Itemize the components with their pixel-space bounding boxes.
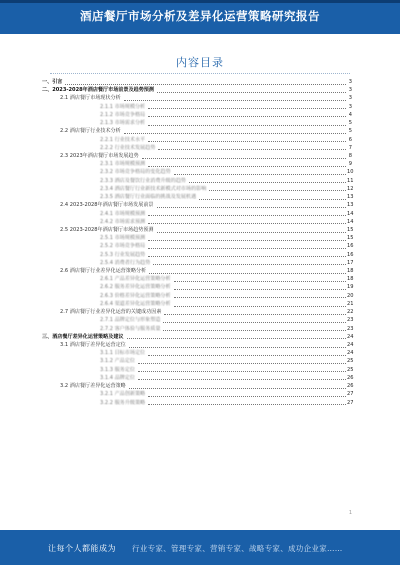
- toc-entry-text: 3.1 酒店餐厅差异化运营定位: [60, 342, 126, 348]
- toc-entry[interactable]: [40, 283, 352, 291]
- toc-entry-text: 2.1.3 市场需求分析: [100, 120, 146, 127]
- toc-entry-page: 27: [347, 391, 354, 398]
- toc-leader-dots: [163, 316, 346, 324]
- toc-entry-page: 24: [347, 342, 354, 348]
- toc-entry-text: 2.5.3 行业发展趋势: [100, 251, 146, 258]
- toc-entry-page: 10: [347, 169, 354, 176]
- toc-leader-dots: [129, 382, 346, 390]
- footer-roles: 行业专家、管理专家、营销专家、战略专家、成功企业家……: [132, 544, 343, 553]
- page-number: 1: [348, 510, 352, 516]
- toc-leader-dots: [127, 333, 346, 341]
- toc-entry[interactable]: [40, 292, 352, 300]
- toc-leader-dots: [129, 341, 346, 349]
- toc-entry-text: 3.2.2 服务升级策略: [100, 399, 146, 406]
- toc-entry[interactable]: [40, 300, 352, 308]
- toc-leader-dots: [148, 242, 346, 250]
- toc-entry[interactable]: [40, 333, 352, 341]
- toc-entry[interactable]: [40, 78, 352, 86]
- toc-entry[interactable]: [40, 341, 352, 349]
- toc-entry-text: 2.2.2 行业技术发展趋势: [100, 144, 156, 151]
- toc-leader-dots: [174, 168, 346, 176]
- toc-entry-text: 2.6.3 价格差异化运营策略分析: [100, 292, 171, 299]
- toc-leader-dots: [148, 103, 346, 111]
- toc-entry[interactable]: [40, 136, 352, 144]
- toc-entry[interactable]: [40, 390, 352, 398]
- toc-entry-page: 24: [347, 333, 354, 340]
- toc-entry-page: 26: [347, 383, 354, 390]
- toc-entry-page: 21: [347, 300, 354, 307]
- toc-leader-dots: [149, 267, 346, 275]
- toc-leader-dots: [174, 300, 346, 308]
- toc-entry-text: 2.3.2 市场竞争格局的变化趋势: [100, 169, 171, 176]
- header-stripe: [0, 0, 400, 3]
- toc-leader-dots: [174, 292, 346, 300]
- toc-entry-page: 14: [347, 210, 354, 217]
- toc-entry-text: 2.2.1 行业技术水平: [100, 136, 146, 143]
- toc-entry-page: 5: [348, 120, 352, 127]
- toc-entry[interactable]: [40, 242, 352, 250]
- table-of-contents: [40, 78, 352, 407]
- toc-entry-text: 2.7 酒店餐厅行业差异化运营的关键成功因素: [60, 309, 162, 316]
- toc-entry-text: 2.6 酒店餐厅行业差异化运营策略分析: [60, 268, 147, 275]
- toc-entry[interactable]: [40, 366, 352, 374]
- toc-leader-dots: [148, 210, 346, 218]
- toc-entry-text: 2.1.1 市场规模分析: [100, 103, 146, 110]
- toc-entry-page: 3: [348, 103, 352, 110]
- toc-entry[interactable]: [40, 399, 352, 407]
- toc-entry-text: 2.3.1 市场规模预测: [100, 161, 146, 168]
- toc-entry[interactable]: [40, 226, 352, 234]
- toc-entry-page: 8: [348, 152, 352, 159]
- toc-entry-page: 3: [348, 95, 352, 102]
- toc-leader-dots: [148, 218, 346, 226]
- toc-entry-page: 27: [347, 399, 354, 406]
- toc-leader-dots: [158, 144, 346, 152]
- header-bar: [0, 0, 400, 34]
- toc-leader-dots: [142, 152, 346, 160]
- footer-bar: [0, 530, 400, 565]
- toc-entry-text: 2.7.1 品牌定位与形象塑造: [100, 317, 161, 324]
- toc-entry[interactable]: [40, 374, 352, 382]
- toc-entry[interactable]: [40, 127, 352, 135]
- toc-entry-text: 2.6.1 产品差异化运营策略分析: [100, 276, 171, 283]
- toc-entry-text: 2.3.3 酒店及餐饮行业消费升级的趋势: [100, 177, 186, 184]
- toc-leader-dots: [148, 136, 346, 144]
- toc-entry[interactable]: [40, 193, 352, 201]
- toc-entry-text: 2.1 酒店餐厅市场现状分析: [60, 95, 121, 102]
- toc-entry[interactable]: [40, 119, 352, 127]
- toc-leader-dots: [199, 193, 346, 201]
- toc-entry-page: 23: [347, 317, 354, 324]
- toc-leader-dots: [138, 366, 346, 374]
- toc-divider: [50, 73, 350, 74]
- toc-entry[interactable]: [40, 210, 352, 218]
- toc-entry-text: 2.5.2 市场竞争格局: [100, 243, 146, 250]
- toc-entry[interactable]: [40, 316, 352, 324]
- toc-entry-page: 16: [347, 251, 354, 258]
- toc-entry[interactable]: [40, 185, 352, 193]
- toc-entry-page: 25: [347, 358, 354, 365]
- toc-entry-page: 20: [347, 292, 354, 299]
- toc-entry[interactable]: [40, 357, 352, 365]
- toc-leader-dots: [148, 234, 346, 242]
- toc-entry-page: 12: [347, 185, 354, 192]
- toc-entry-text: 3.1.3 服务定位: [100, 366, 135, 373]
- toc-entry[interactable]: [40, 152, 352, 160]
- toc-entry-page: 13: [347, 202, 354, 209]
- toc-entry-text: 2.3 2023年酒店餐厅市场发展趋势: [60, 152, 139, 159]
- toc-leader-dots: [174, 275, 346, 283]
- toc-entry-page: 19: [347, 284, 354, 291]
- toc-leader-dots: [174, 283, 346, 291]
- toc-entry[interactable]: [40, 160, 352, 168]
- toc-leader-dots: [138, 357, 346, 365]
- toc-entry-page: 13: [347, 194, 354, 201]
- toc-entry-page: 9: [348, 161, 352, 168]
- toc-entry[interactable]: [40, 267, 352, 275]
- toc-entry-text: 2.4.2 市场需求预测: [100, 218, 146, 225]
- toc-leader-dots: [163, 325, 346, 333]
- toc-entry-text: 一、引言: [42, 79, 63, 85]
- toc-entry[interactable]: [40, 308, 352, 316]
- toc-entry-page: 15: [347, 226, 354, 233]
- toc-entry-page: 5: [348, 128, 352, 135]
- toc-entry[interactable]: [40, 218, 352, 226]
- toc-leader-dots: [209, 185, 346, 193]
- toc-leader-dots: [153, 259, 346, 267]
- toc-leader-dots: [157, 226, 346, 234]
- toc-entry[interactable]: [40, 177, 352, 185]
- toc-entry-text: 3.1.1 目标市场定位: [100, 350, 146, 357]
- toc-entry-page: 22: [347, 309, 354, 316]
- toc-leader-dots: [148, 119, 346, 127]
- toc-entry-page: 18: [347, 276, 354, 283]
- toc-entry[interactable]: [40, 234, 352, 242]
- toc-leader-dots: [148, 349, 346, 357]
- toc-entry[interactable]: [40, 144, 352, 152]
- toc-entry-text: 2.3.5 酒店餐厅行业面临的挑战及发展机遇: [100, 194, 197, 201]
- toc-leader-dots: [148, 390, 346, 398]
- toc-leader-dots: [148, 251, 346, 259]
- toc-entry-text: 2.6.4 渠道差异化运营策略分析: [100, 300, 171, 307]
- toc-entry[interactable]: [40, 259, 352, 267]
- toc-entry-page: 23: [347, 325, 354, 332]
- toc-entry[interactable]: [40, 111, 352, 119]
- toc-leader-dots: [138, 374, 346, 382]
- toc-entry-page: 25: [347, 366, 354, 373]
- toc-entry[interactable]: [40, 275, 352, 283]
- toc-entry[interactable]: [40, 382, 352, 390]
- toc-leader-dots: [148, 160, 346, 168]
- toc-entry[interactable]: [40, 251, 352, 259]
- toc-entry-text: 2.6.2 服务差异化运营策略分析: [100, 284, 171, 291]
- toc-leader-dots: [65, 78, 346, 86]
- toc-entry-page: 11: [347, 177, 354, 184]
- toc-entry-page: 18: [347, 268, 354, 275]
- toc-entry-text: 2.2 酒店餐厅行业技术分析: [60, 128, 121, 135]
- toc-entry-page: 4: [348, 111, 352, 118]
- toc-entry[interactable]: [40, 349, 352, 357]
- toc-entry-page: 3: [348, 87, 352, 94]
- toc-entry-text: 3.2 酒店餐厅差异化运营策略: [60, 383, 126, 390]
- toc-entry-text: 2.7.2 客户体验与服务质量: [100, 325, 161, 332]
- document-title: 酒店餐厅市场分析及差异化运营策略研究报告: [80, 9, 320, 23]
- toc-entry-page: 6: [348, 136, 352, 143]
- toc-leader-dots: [124, 127, 346, 135]
- toc-entry-text: 二、2023-2028年酒店餐厅市场前景及趋势预测: [42, 87, 154, 94]
- toc-entry-page: 15: [347, 235, 354, 242]
- toc-entry-text: 2.1.2 市场竞争格局: [100, 111, 146, 118]
- toc-leader-dots: [157, 201, 346, 209]
- toc-entry-text: 3.1.2 产品定位: [100, 358, 135, 365]
- toc-entry-text: 2.5 2023-2028年酒店餐厅市场趋势预测: [60, 226, 154, 233]
- toc-entry-text: 2.4 2023-2028年酒店餐厅市场发展前景: [60, 202, 154, 209]
- toc-entry[interactable]: [40, 103, 352, 111]
- toc-leader-dots: [189, 177, 346, 185]
- toc-entry-text: 2.3.4 酒店餐厅行业新技术新模式对市场的影响: [100, 185, 207, 192]
- toc-entry-page: 17: [347, 259, 354, 266]
- toc-entry-page: 14: [347, 218, 354, 225]
- toc-leader-dots: [148, 111, 346, 119]
- toc-leader-dots: [148, 399, 346, 407]
- toc-entry[interactable]: [40, 325, 352, 333]
- toc-leader-dots: [124, 94, 346, 102]
- footer-slogan: 让每个人都能成为: [48, 544, 116, 553]
- toc-entry-text: 2.5.1 市场规模预测: [100, 235, 146, 242]
- toc-entry-text: 三、酒店餐厅差异化运营策略及建议: [42, 333, 124, 340]
- toc-entry[interactable]: [40, 168, 352, 176]
- toc-entry-text: 3.2.1 产品创新策略: [100, 391, 146, 398]
- toc-entry-text: 3.1.4 品牌定位: [100, 374, 135, 381]
- toc-entry-page: 26: [347, 374, 354, 381]
- toc-heading: 内容目录: [176, 56, 224, 69]
- toc-entry-page: 16: [347, 243, 354, 250]
- toc-entry[interactable]: [40, 86, 352, 94]
- toc-leader-dots: [157, 86, 346, 94]
- toc-entry[interactable]: [40, 201, 352, 209]
- toc-entry-page: 24: [347, 350, 354, 357]
- toc-entry[interactable]: [40, 94, 352, 102]
- toc-entry-page: 7: [348, 144, 352, 151]
- toc-leader-dots: [164, 308, 346, 316]
- toc-entry-text: 2.5.4 消费者行为趋势: [100, 259, 151, 266]
- toc-entry-page: 3: [348, 79, 352, 85]
- toc-entry-text: 2.4.1 市场规模预测: [100, 210, 146, 217]
